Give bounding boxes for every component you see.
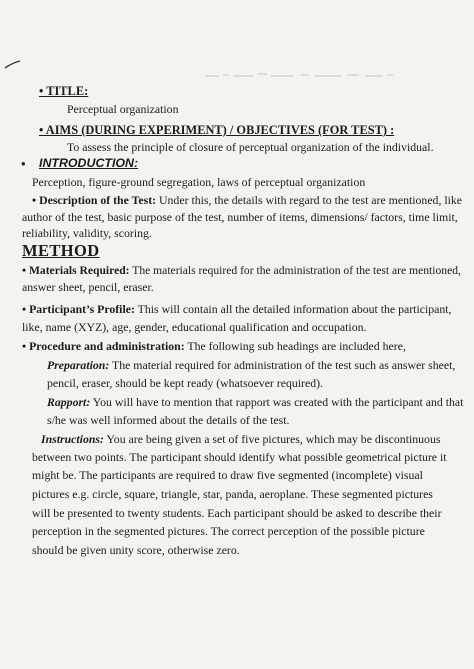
pen-mark-icon	[4, 60, 22, 70]
aims-text: To assess the principle of closure of perceptual organization of the individual.	[67, 140, 434, 154]
rapport-line-2: s/he was well informed about the details of the test.	[47, 413, 290, 427]
rapport-text-1: You will have to mention that rapport was created with the participant and that	[92, 395, 464, 409]
preparation-line-1	[47, 360, 455, 372]
instructions-line-3: might be. The participants are required to draw five segmented (incomplete) visual	[32, 468, 423, 482]
description-text-1: Under this, the details with regard to the test are mentioned, like	[159, 193, 463, 207]
preparation-label: Preparation:	[47, 358, 110, 372]
materials-text-1: The materials required for the administration of the test are mentioned,	[132, 264, 461, 277]
profile-label: • Participant’s Profile:	[22, 302, 135, 316]
instructions-line-5: will be presented to twenty students. Each participant should be asked to describe their	[32, 506, 442, 520]
preparation-line-2: pencil, eraser, should be kept ready (whatsoever required).	[47, 376, 323, 390]
description-line-1	[32, 195, 462, 207]
materials-label: • Materials Required:	[22, 264, 130, 277]
description-line-3: reliability, validity, scoring.	[22, 226, 152, 240]
faint-bleedthrough-text	[205, 70, 395, 80]
instructions-line-1	[41, 434, 440, 446]
profile-line-2: like, name (XYZ), age, gender, educational qualification and occupation.	[22, 320, 367, 334]
materials-line-1	[22, 265, 461, 277]
description-line-2: author of the test, basic purpose of the test, number of items, dimensions/ factors, time limit,	[22, 210, 458, 224]
procedure-text-1: The following sub headings are included here,	[187, 339, 406, 353]
instructions-label: Instructions:	[41, 432, 104, 446]
instructions-line-6: perception in the segmented pictures. The correct perception of the possible picture	[32, 524, 425, 538]
introduction-heading: INTRODUCTION:	[39, 156, 139, 170]
method-heading: METHOD	[22, 241, 100, 260]
instructions-line-4: pictures e.g. circle, square, triangle, star, panda, aeroplane. These segmented pictures	[32, 487, 433, 501]
rapport-line-1	[47, 397, 463, 409]
instructions-line-2: between two points. The participant should identify what possible geometrical picture it	[32, 450, 447, 464]
rapport-label: Rapport:	[47, 395, 91, 409]
introduction-bullet: •	[21, 156, 26, 171]
instructions-text-1: You are being given a set of five pictures, which may be discontinuous	[106, 432, 441, 446]
materials-line-2: answer sheet, pencil, eraser.	[22, 280, 154, 294]
introduction-text: Perception, figure-ground segregation, laws of perceptual organization	[32, 175, 366, 189]
instructions-line-7: should be given unity score, otherwise zero.	[32, 543, 240, 557]
preparation-text-1: The material required for administration of the test such as answer sheet,	[112, 358, 456, 372]
description-label: • Description of the Test:	[32, 193, 157, 207]
title-heading: • TITLE:	[39, 84, 89, 98]
profile-text-1: This will contain all the detailed information about the participant,	[137, 302, 452, 316]
title-value: Perceptual organization	[67, 102, 179, 116]
aims-heading: • AIMS (DURING EXPERIMENT) / OBJECTIVES (FOR TEST) :	[39, 123, 395, 137]
procedure-label: • Procedure and administration:	[22, 339, 185, 353]
procedure-line-1	[22, 341, 406, 353]
profile-line-1	[22, 304, 452, 316]
